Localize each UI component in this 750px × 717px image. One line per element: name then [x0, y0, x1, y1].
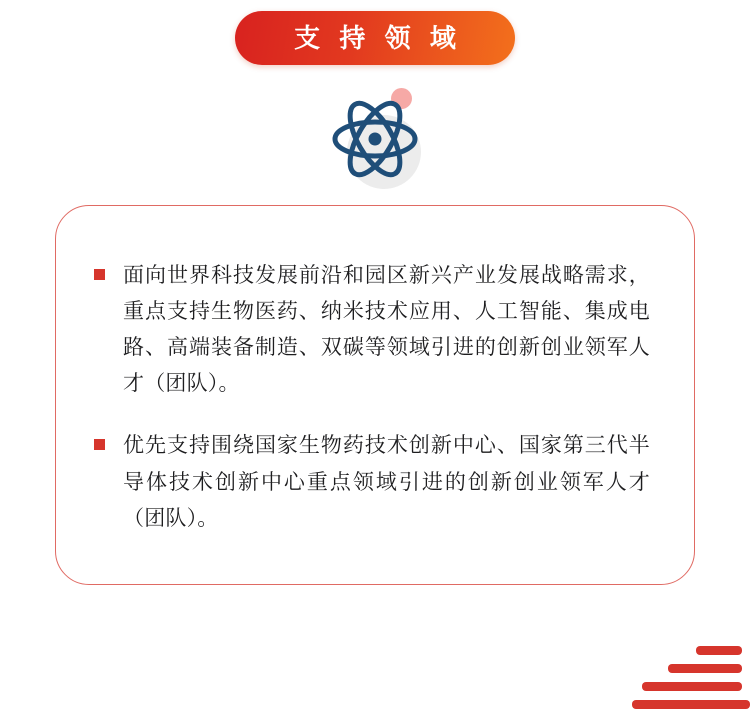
atom-icon [315, 87, 435, 191]
bullet-square-icon [94, 439, 105, 450]
corner-stripe [696, 646, 742, 655]
header [0, 0, 750, 65]
list-item [94, 428, 650, 536]
corner-stripe [642, 682, 742, 691]
corner-stripes-decoration [630, 625, 750, 717]
corner-stripe [668, 664, 742, 673]
page-title: 支 持 领 域 [294, 23, 462, 53]
corner-stripe [632, 700, 750, 709]
atom-nucleus-icon [369, 133, 382, 146]
bullet-square-icon [94, 269, 105, 280]
bullet-list [56, 206, 694, 537]
emblem-area [0, 87, 750, 191]
content-card [55, 205, 695, 585]
list-item [94, 258, 650, 402]
list-item-text: 优先支持围绕国家生物药技术创新中心、国家第三代半导体技术创新中心重点领域引进的创新创业领军人才（团队）。 [123, 434, 650, 530]
page-title-pill [235, 11, 515, 65]
list-item-text: 面向世界科技发展前沿和园区新兴产业发展战略需求，重点支持生物医药、纳米技术应用、人工智能、集成电路、高端装备制造、双碳等领域引进的创新创业领军人才（团队）。 [123, 264, 650, 396]
atom-orbits-icon [315, 87, 435, 191]
